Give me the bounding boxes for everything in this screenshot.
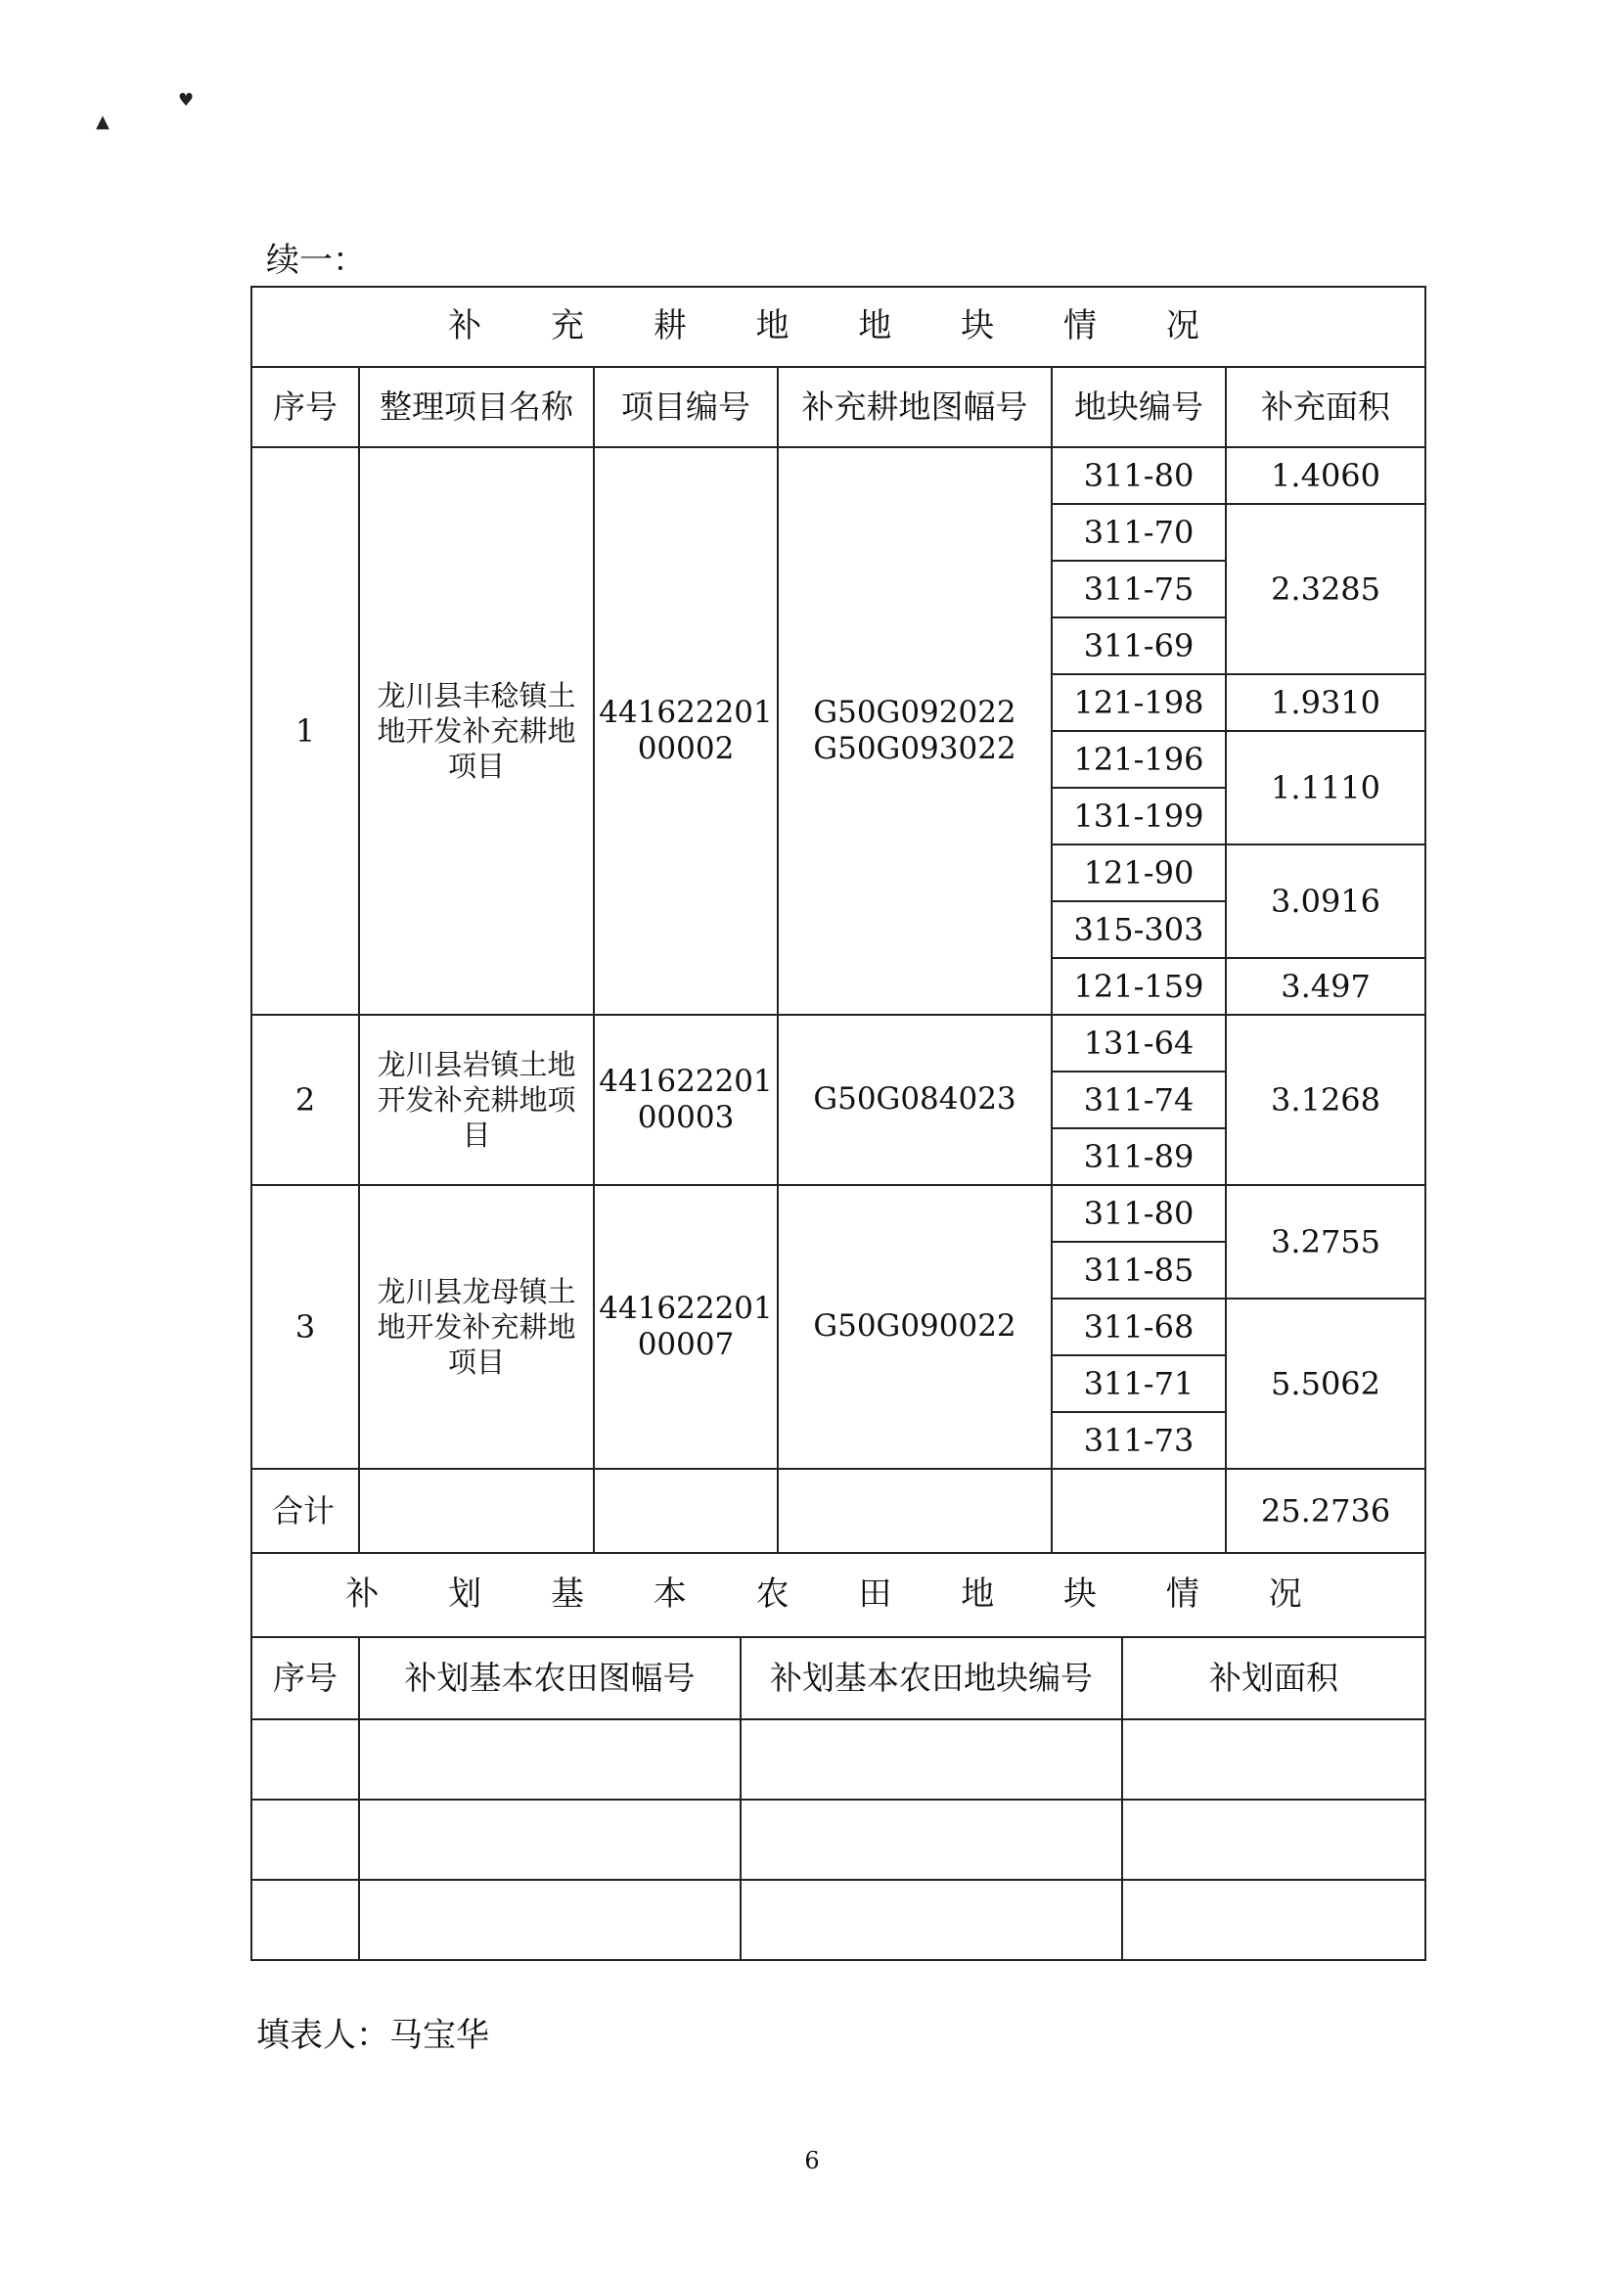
form-filler: 填表人：马宝华 bbox=[256, 2016, 489, 2055]
project-seq: 3 bbox=[251, 1185, 359, 1469]
plot-area: 3.497 bbox=[1226, 958, 1425, 1015]
total-label: 合计 bbox=[251, 1469, 359, 1553]
farmland-header-map-sheet: 补划基本农田图幅号 bbox=[359, 1637, 741, 1719]
plot-number: 121-90 bbox=[1052, 844, 1226, 901]
total-empty-cell bbox=[594, 1469, 778, 1553]
project-name: 龙川县龙母镇土地开发补充耕地项目 bbox=[359, 1185, 594, 1469]
plot-number: 311-85 bbox=[1052, 1242, 1226, 1299]
empty-cell bbox=[251, 1880, 359, 1960]
total-empty-cell bbox=[778, 1469, 1052, 1553]
empty-cell bbox=[741, 1719, 1122, 1800]
plot-number: 121-196 bbox=[1052, 731, 1226, 788]
total-empty-cell bbox=[359, 1469, 594, 1553]
empty-cell bbox=[251, 1800, 359, 1880]
empty-cell bbox=[1122, 1880, 1425, 1960]
project-code: 441622201 00002 bbox=[594, 447, 778, 1015]
total-empty-cell bbox=[1052, 1469, 1226, 1553]
empty-cell bbox=[359, 1719, 741, 1800]
plot-area: 5.5062 bbox=[1226, 1299, 1425, 1469]
table-row bbox=[251, 1719, 1425, 1800]
plot-area: 2.3285 bbox=[1226, 504, 1425, 674]
map-sheet: G50G084023 bbox=[778, 1015, 1052, 1185]
plot-number: 311-71 bbox=[1052, 1355, 1226, 1412]
project-seq: 2 bbox=[251, 1015, 359, 1185]
plot-number: 311-75 bbox=[1052, 561, 1226, 617]
plot-area: 3.1268 bbox=[1226, 1015, 1425, 1185]
page-number: 6 bbox=[804, 2147, 820, 2174]
plot-number: 131-64 bbox=[1052, 1015, 1226, 1072]
table-row bbox=[251, 1880, 1425, 1960]
plot-area: 1.9310 bbox=[1226, 674, 1425, 731]
project-code: 441622201 00003 bbox=[594, 1015, 778, 1185]
farmland-table-title: 补 划 基 本 农 田 地 块 情 况 bbox=[251, 1553, 1425, 1637]
farmland-header-seq: 序号 bbox=[251, 1637, 359, 1719]
map-sheet: G50G090022 bbox=[778, 1185, 1052, 1469]
plot-number: 311-80 bbox=[1052, 447, 1226, 504]
scan-speck: ▲ bbox=[96, 112, 110, 132]
farmland-table bbox=[250, 1552, 1426, 1961]
plot-area: 1.1110 bbox=[1226, 731, 1425, 844]
supplement-table-title: 补 充 耕 地 地 块 情 况 bbox=[251, 287, 1425, 367]
header-plot-number: 地块编号 bbox=[1052, 367, 1226, 447]
header-seq: 序号 bbox=[251, 367, 359, 447]
plot-number: 311-80 bbox=[1052, 1185, 1226, 1242]
plot-number: 311-73 bbox=[1052, 1412, 1226, 1469]
scan-speck: ♥ bbox=[178, 90, 195, 111]
plot-number: 311-74 bbox=[1052, 1072, 1226, 1128]
header-map-sheet: 补充耕地图幅号 bbox=[778, 367, 1052, 447]
farmland-header-plot-number: 补划基本农田地块编号 bbox=[741, 1637, 1122, 1719]
supplement-table-wrap bbox=[250, 286, 1424, 1961]
empty-cell bbox=[359, 1880, 741, 1960]
empty-cell bbox=[741, 1880, 1122, 1960]
empty-cell bbox=[1122, 1800, 1425, 1880]
header-project-name: 整理项目名称 bbox=[359, 367, 594, 447]
total-value: 25.2736 bbox=[1226, 1469, 1425, 1553]
farmland-header-area: 补划面积 bbox=[1122, 1637, 1425, 1719]
header-area: 补充面积 bbox=[1226, 367, 1425, 447]
supplement-table bbox=[250, 286, 1426, 1554]
plot-number: 311-89 bbox=[1052, 1128, 1226, 1185]
table-row bbox=[251, 1800, 1425, 1880]
plot-area: 1.4060 bbox=[1226, 447, 1425, 504]
plot-number: 315-303 bbox=[1052, 901, 1226, 958]
plot-area: 3.2755 bbox=[1226, 1185, 1425, 1299]
empty-cell bbox=[1122, 1719, 1425, 1800]
map-sheet: G50G092022 G50G093022 bbox=[778, 447, 1052, 1015]
project-name: 龙川县岩镇土地开发补充耕地项目 bbox=[359, 1015, 594, 1185]
plot-number: 121-159 bbox=[1052, 958, 1226, 1015]
plot-number: 311-69 bbox=[1052, 617, 1226, 674]
empty-cell bbox=[251, 1719, 359, 1800]
project-name: 龙川县丰稔镇土地开发补充耕地项目 bbox=[359, 447, 594, 1015]
empty-cell bbox=[741, 1800, 1122, 1880]
project-code: 441622201 00007 bbox=[594, 1185, 778, 1469]
plot-number: 121-198 bbox=[1052, 674, 1226, 731]
continued-label: 续一： bbox=[266, 241, 366, 280]
project-seq: 1 bbox=[251, 447, 359, 1015]
header-project-code: 项目编号 bbox=[594, 367, 778, 447]
empty-cell bbox=[359, 1800, 741, 1880]
plot-number: 131-199 bbox=[1052, 788, 1226, 844]
plot-area: 3.0916 bbox=[1226, 844, 1425, 958]
plot-number: 311-70 bbox=[1052, 504, 1226, 561]
plot-number: 311-68 bbox=[1052, 1299, 1226, 1355]
